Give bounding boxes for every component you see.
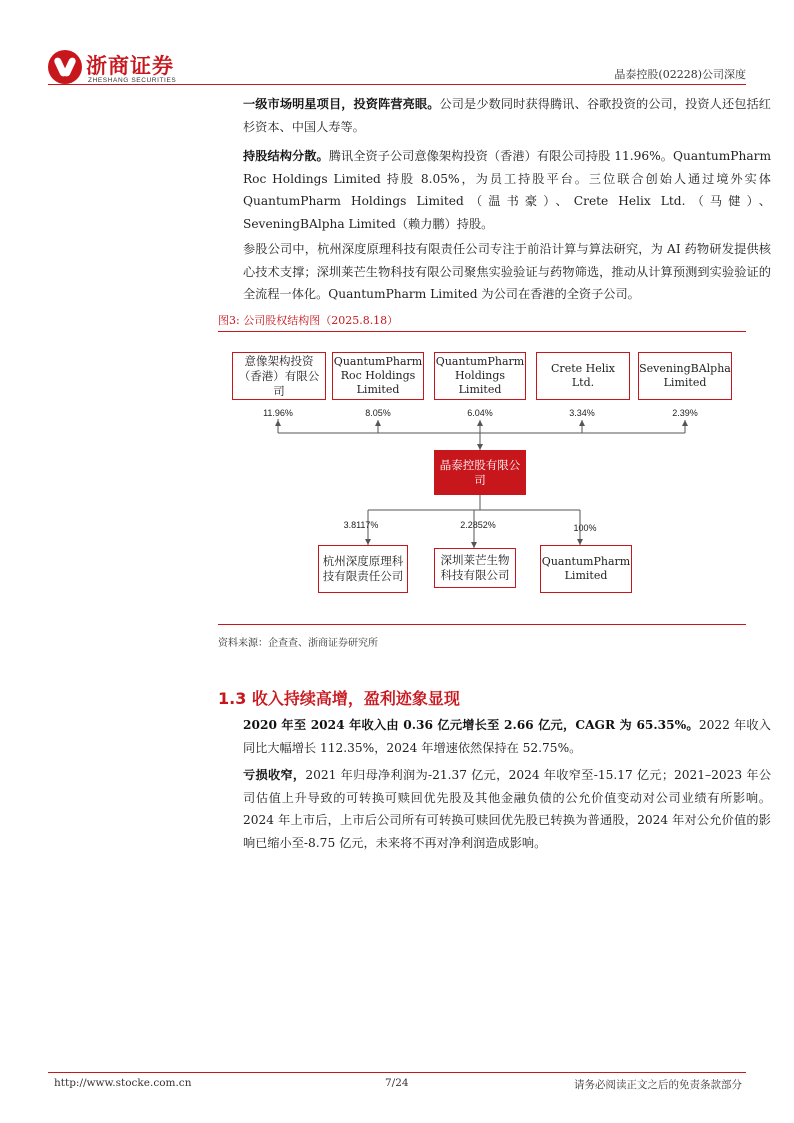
- shareholder-box: SeveningBAlpha Limited: [638, 352, 732, 400]
- arrow-up: [579, 420, 585, 426]
- logo-text: 浙商证券: [86, 54, 174, 78]
- shareholder-box: QuantumPharm Holdings Limited: [434, 352, 526, 400]
- share-label: 3.8117%: [343, 520, 379, 530]
- paragraph-shareholding: [218, 145, 771, 235]
- arrow-up: [682, 420, 688, 426]
- footer-url[interactable]: http://www.stocke.com.cn: [54, 1077, 192, 1089]
- arrow-up: [477, 420, 483, 426]
- paragraph-lead: 2020 年至 2024 年收入由 0.36 亿元增长至 2.66 亿元，CAGR 为 65.35%。: [243, 718, 699, 732]
- share-label: 6.04%: [467, 408, 493, 418]
- arrow-up: [275, 420, 281, 426]
- paragraph-lead: 亏损收窄，: [243, 768, 306, 782]
- share-label: 100%: [573, 523, 597, 533]
- equity-structure-chart: [218, 332, 746, 622]
- paragraph-lead: 一级市场明星项目，投资阵营亮眼。: [243, 97, 440, 111]
- share-label: 8.05%: [365, 408, 391, 418]
- section-title: 1.3 收入持续高增，盈利迹象显现: [218, 689, 460, 708]
- paragraph-body: 公司是少数同时获得腾讯、谷歌投资的公司，投资人还包括红杉资本、中国人寿等。: [243, 97, 771, 134]
- page-number: 7/24: [385, 1077, 409, 1089]
- shareholder-box: Crete Helix Ltd.: [536, 352, 630, 400]
- paragraph-loss: [218, 764, 771, 854]
- share-label: 3.34%: [569, 408, 595, 418]
- subsidiary-box: QuantumPharm Limited: [540, 545, 632, 593]
- footer-divider: [48, 1072, 746, 1073]
- footer-disclaimer: 请务必阅读正文之后的免责条款部分: [574, 1079, 742, 1091]
- paragraph-body: 2022 年收入同比大幅增长 112.35%，2024 年增速依然保持在 52.75%。: [243, 718, 771, 755]
- subsidiary-box: 杭州深度原理科技有限责任公司: [318, 545, 408, 593]
- arrow-up: [375, 420, 381, 426]
- figure-caption: 图3: 公司股权结构图（2025.8.18）: [218, 314, 399, 327]
- share-label: 11.96%: [263, 408, 293, 418]
- paragraph-subsidiaries: [218, 238, 771, 306]
- report-title: 晶泰控股(02228)公司深度: [614, 68, 746, 81]
- share-label: 2.2852%: [460, 520, 496, 530]
- share-label: 2.39%: [672, 408, 698, 418]
- paragraph-body: 2021 年归母净利润为-21.37 亿元，2024 年收窄至-15.17 亿元；2021–2023 年公司估值上升导致的可转换可赎回优先股及其他金融负债的公允价值变动对公司业绩有所影响。2024 年上市后，上市后公司所有可转换可赎回优先股已转换为普通股，2024 年对公允价值的影响已缩小至-8.75 亿元，未来将不再对净利润造成影响。: [243, 768, 772, 850]
- logo-english-text: ZHESHANG SECURITIES: [88, 77, 177, 84]
- figure-source: 资料来源：企查查、浙商证券研究所: [218, 638, 378, 649]
- paragraph-revenue: [218, 714, 771, 759]
- shareholder-box: 意像架构投资（香港）有限公司: [232, 352, 326, 400]
- paragraph-body: 腾讯全资子公司意像架构投资（香港）有限公司持股 11.96%。QuantumPharm Roc Holdings Limited 持股 8.05%，为员工持股平台。三位联合创始人通过境外实体 QuantumPharm Holdings Limited（温书豪）、Crete Helix Ltd.（马健）、SeveningBAlpha Limited（赖力鹏）持股。: [243, 149, 771, 231]
- subsidiary-box: 深圳莱芒生物科技有限公司: [434, 548, 516, 588]
- company-logo-icon: [48, 50, 82, 84]
- paragraph-investors: [218, 93, 771, 138]
- paragraph-body: 参股公司中，杭州深度原理科技有限责任公司专注于前沿计算与算法研究，为 AI 药物研发提供核心技术支撑；深圳莱芒生物科技有限公司聚焦实验验证与药物筛选，推动从计算预测到实验验证的全流程一体化。QuantumPharm Limited 为公司在香港的全资子公司。: [243, 242, 771, 301]
- figure-bottom-rule: [218, 624, 746, 625]
- paragraph-lead: 持股结构分散。: [243, 149, 329, 163]
- shareholder-box: QuantumPharm Roc Holdings Limited: [332, 352, 424, 400]
- header-divider: [48, 84, 746, 85]
- center-company-box: 晶泰控股有限公司: [434, 450, 526, 495]
